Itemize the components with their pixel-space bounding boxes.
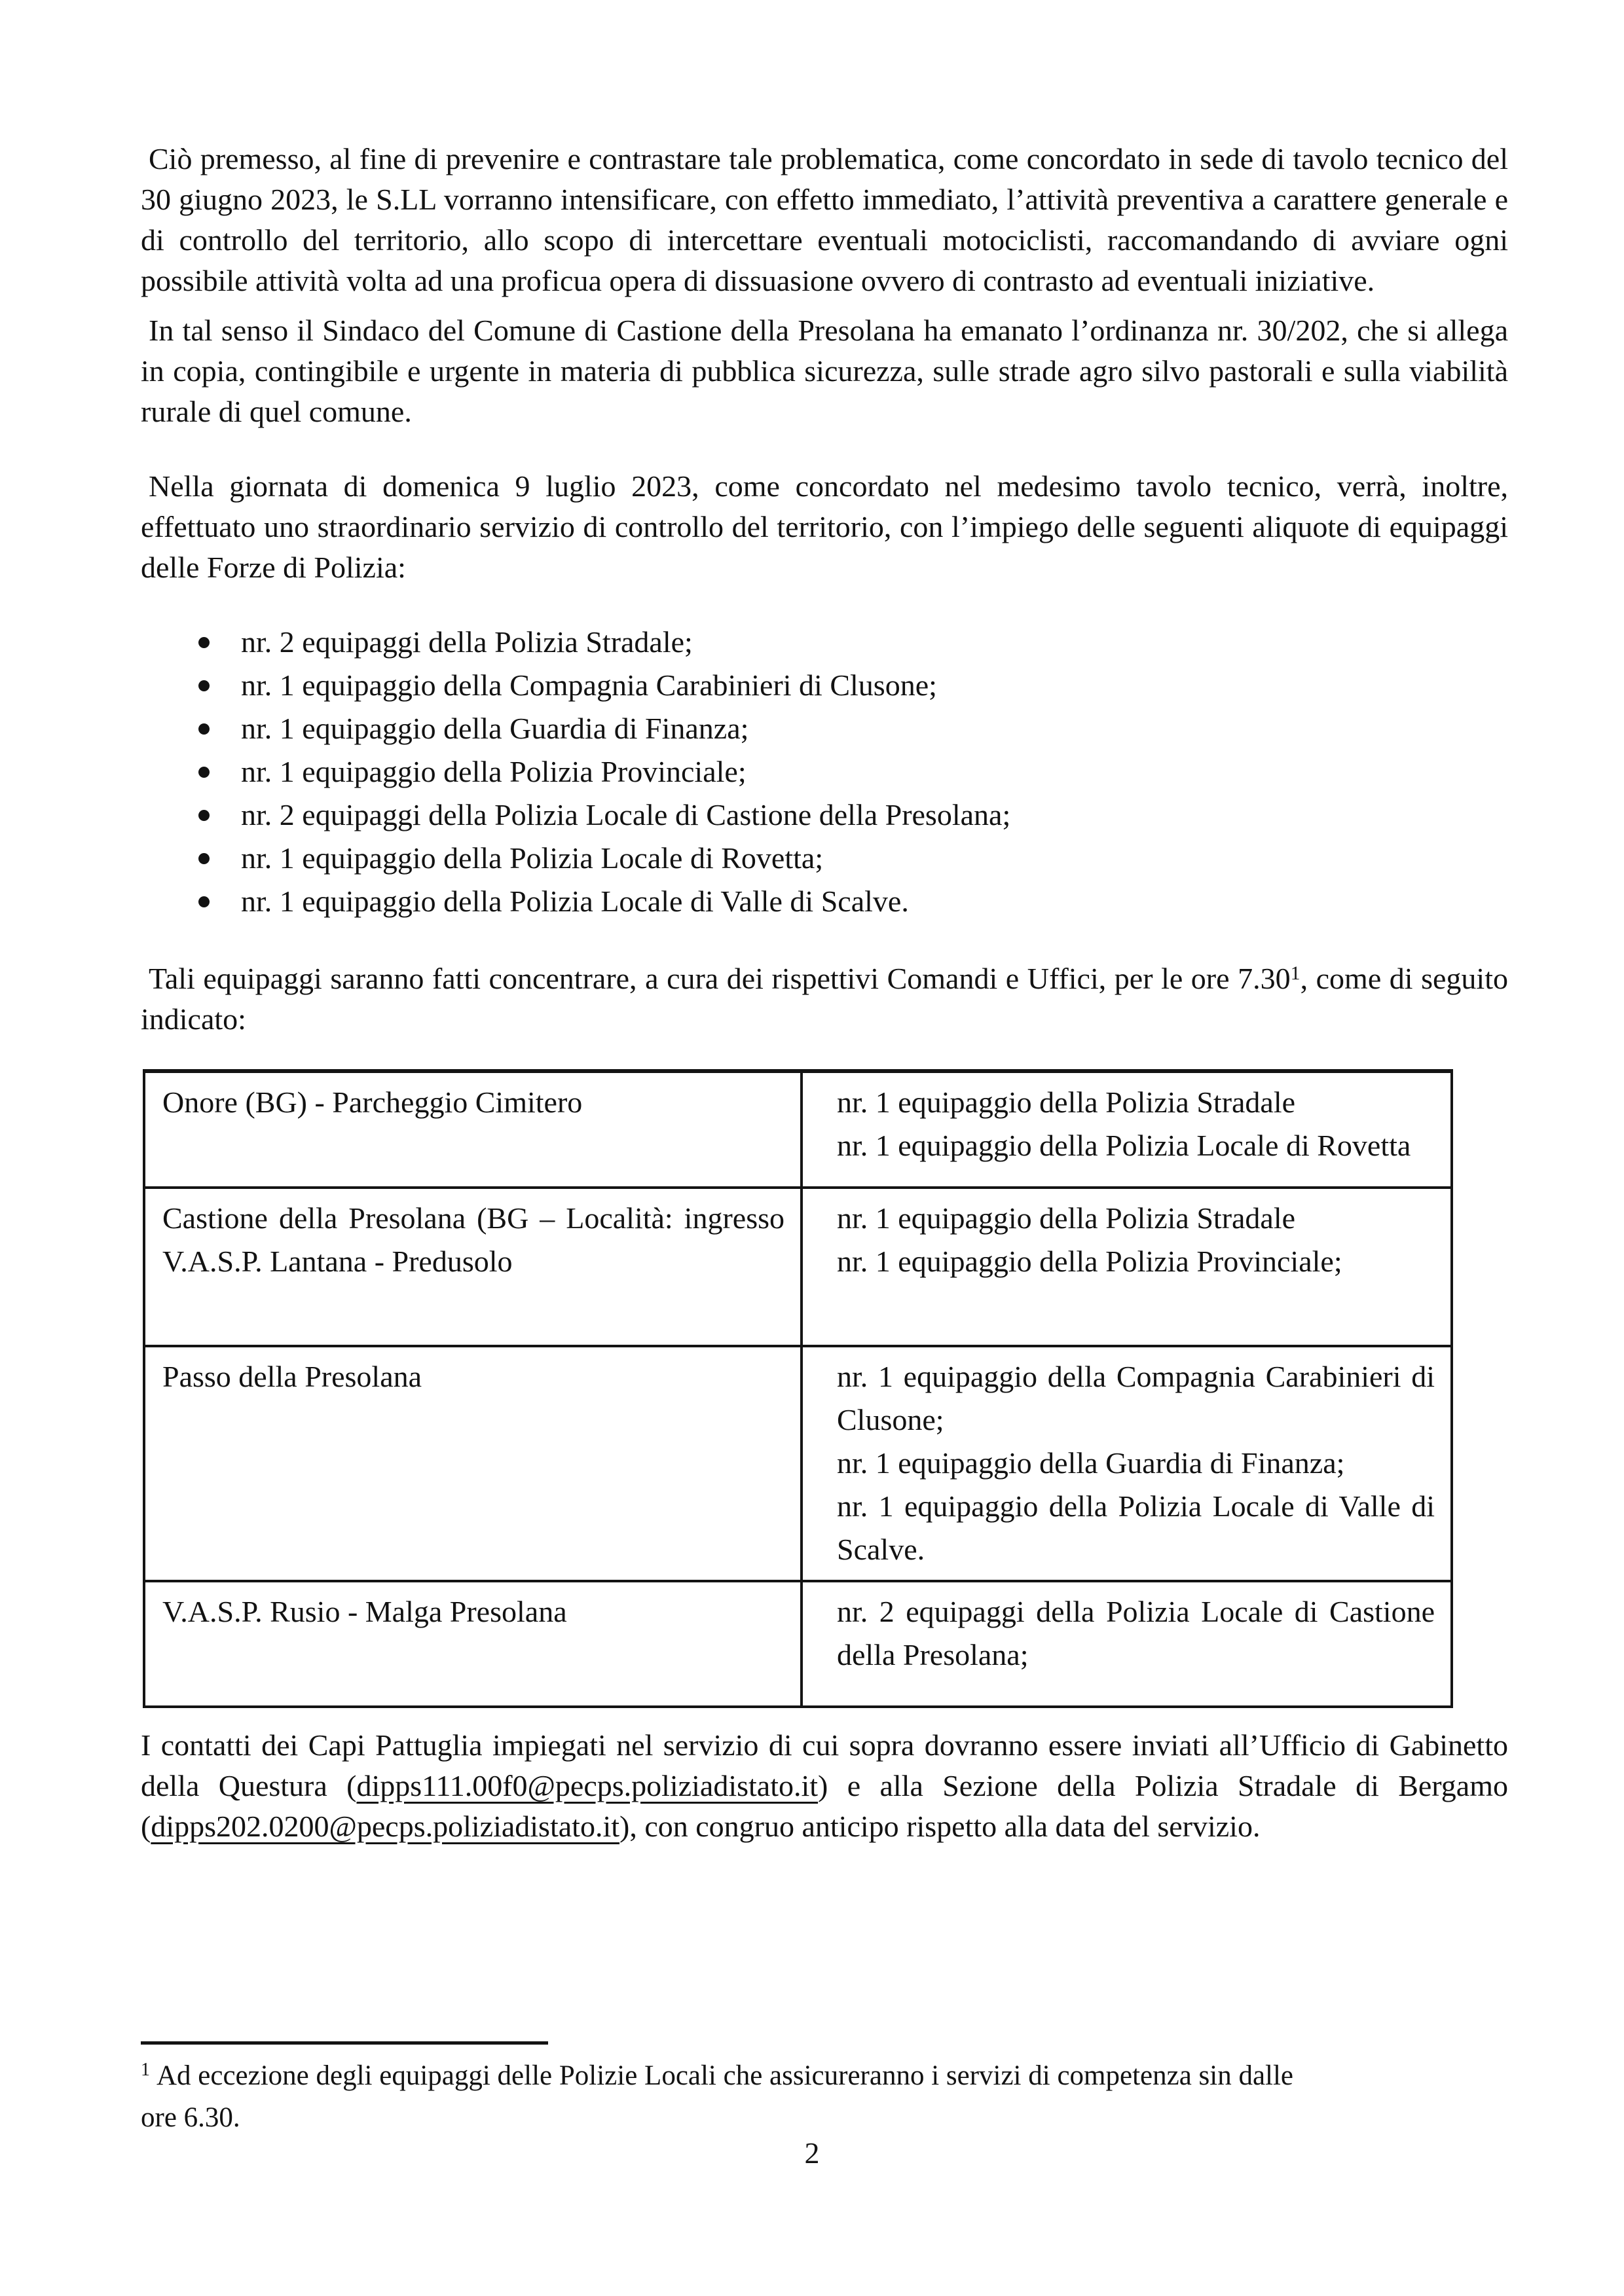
equipaggi-bullet-list — [141, 621, 1508, 923]
location-cell: Onore (BG) - Parcheggio Cimitero — [144, 1071, 802, 1188]
list-item — [141, 664, 1508, 707]
units-cell — [802, 1071, 1452, 1188]
list-item — [141, 707, 1508, 750]
unit-line: nr. 1 equipaggio della Guardia di Finanza; — [837, 1446, 1345, 1480]
list-item — [141, 880, 1508, 923]
list-item-text: nr. 1 equipaggio della Polizia Locale di Valle di Scalve. — [241, 884, 909, 918]
bullet-icon — [198, 637, 210, 648]
unit-line: nr. 1 equipaggio della Polizia Provinciale; — [837, 1245, 1342, 1278]
paragraph-servizio-straordinario: Nella giornata di domenica 9 luglio 2023, come concordato nel medesimo tavolo tecnico, verrà, inoltre, effettuato uno straordinario servizio di controllo del territorio, con l’impiego delle seguenti aliquote di equipaggi delle Forze di Polizia: — [141, 469, 1508, 584]
unit-line: nr. 1 equipaggio della Polizia Stradale — [837, 1201, 1296, 1235]
list-item — [141, 750, 1508, 793]
page-number: 2 — [804, 2136, 820, 2170]
contacts-text-3: ), con congruo anticipo rispetto alla data del servizio. — [619, 1810, 1261, 1843]
list-item-text: nr. 1 equipaggio della Polizia Provinciale; — [241, 755, 747, 788]
table-row — [144, 1581, 1452, 1707]
units-cell — [802, 1581, 1452, 1707]
unit-line: nr. 1 equipaggio della Compagnia Carabinieri di Clusone; — [837, 1360, 1435, 1436]
list-item-text: nr. 1 equipaggio della Compagnia Carabinieri di Clusone; — [241, 668, 937, 702]
list-item-text: nr. 1 equipaggio della Guardia di Finanza; — [241, 712, 749, 745]
paragraph-ordinanza: In tal senso il Sindaco del Comune di Castione della Presolana ha emanato l’ordinanza nr. 30/202, che si allega in copia, contingibile e urgente in materia di pubblica sicurezza, sulle strade agro silvo pastorali e sulla viabilità rurale di quel comune. — [141, 314, 1508, 428]
contacts-text-1: I contatti dei Capi Pattuglia impiegati nel servizio di cui sopra dovranno essere inviati all’Ufficio di Gabinetto della Questura ( — [141, 1728, 1508, 1802]
unit-line: nr. 2 equipaggi della Polizia Locale di Castione della Presolana; — [837, 1595, 1435, 1671]
list-item-text: nr. 2 equipaggi della Polizia Stradale; — [241, 625, 693, 659]
list-item — [141, 621, 1508, 664]
bullet-icon — [198, 810, 210, 821]
bullet-icon — [198, 723, 210, 735]
bullet-icon — [198, 896, 210, 907]
paragraph-concentramento — [141, 958, 1508, 1040]
email-link-questura[interactable]: dipps111.00f0@pecps.poliziadistato.it — [356, 1769, 819, 1802]
list-item — [141, 837, 1508, 880]
unit-line: nr. 1 equipaggio della Polizia Locale di Valle di Scalve. — [837, 1489, 1435, 1566]
footnote-body: Ad eccezione degli equipaggi delle Polizie Locali che assicureranno i servizi di competenza sin dalle ore 6.30. — [141, 2060, 1294, 2133]
footnote-reference: 1 — [1290, 962, 1301, 984]
unit-line: nr. 1 equipaggio della Polizia Stradale — [837, 1085, 1296, 1119]
table-row — [144, 1188, 1452, 1346]
table-row — [144, 1071, 1452, 1188]
footnote-text — [141, 2055, 1326, 2139]
list-item-text: nr. 2 equipaggi della Polizia Locale di Castione della Presolana; — [241, 798, 1011, 831]
paragraph-concentramento-text: Tali equipaggi saranno fatti concentrare, a cura dei rispettivi Comandi e Uffici, per le ore 7.30 — [149, 962, 1291, 995]
unit-line: nr. 1 equipaggio della Polizia Locale di Rovetta — [837, 1129, 1411, 1162]
footnote-marker: 1 — [141, 2060, 150, 2080]
email-link-polstrada[interactable]: dipps202.0200@pecps.poliziadistato.it — [151, 1810, 620, 1843]
bullet-icon — [198, 767, 210, 778]
list-item-text: nr. 1 equipaggio della Polizia Locale di Rovetta; — [241, 841, 824, 875]
footnote-section — [141, 2041, 1508, 2139]
units-cell — [802, 1188, 1452, 1346]
bullet-icon — [198, 680, 210, 691]
list-item — [141, 793, 1508, 837]
contacts-text-2: ) e alla Sezione della Polizia Stradale di Bergamo ( — [141, 1769, 1508, 1843]
footnote-divider — [141, 2041, 548, 2045]
paragraph-contatti — [141, 1725, 1508, 1847]
location-cell: V.A.S.P. Rusio - Malga Presolana — [144, 1581, 802, 1707]
paragraph-premessa: Ciò premesso, al fine di prevenire e contrastare tale problematica, come concordato in sede di tavolo tecnico del 30 giugno 2023, le S.LL vorranno intensificare, con effetto immediato, l’attività preventiva a carattere generale e di controllo del territorio, allo scopo di intercettare eventuali motociclisti, raccomandando di avviare ogni possibile attività volta ad una proficua opera di dissuasione ovvero di contrasto ad eventuali iniziative. — [141, 142, 1508, 297]
table-row — [144, 1346, 1452, 1581]
location-cell: Passo della Presolana — [144, 1346, 802, 1581]
document-body — [141, 0, 1508, 1847]
paragraph-concentramento-tail: , come di seguito indicato: — [141, 962, 1508, 1036]
bullet-icon — [198, 853, 210, 864]
units-cell — [802, 1346, 1452, 1581]
dispatch-table — [143, 1069, 1453, 1708]
location-cell: Castione della Presolana (BG – Località: ingresso V.A.S.P. Lantana - Predusolo — [144, 1188, 802, 1346]
